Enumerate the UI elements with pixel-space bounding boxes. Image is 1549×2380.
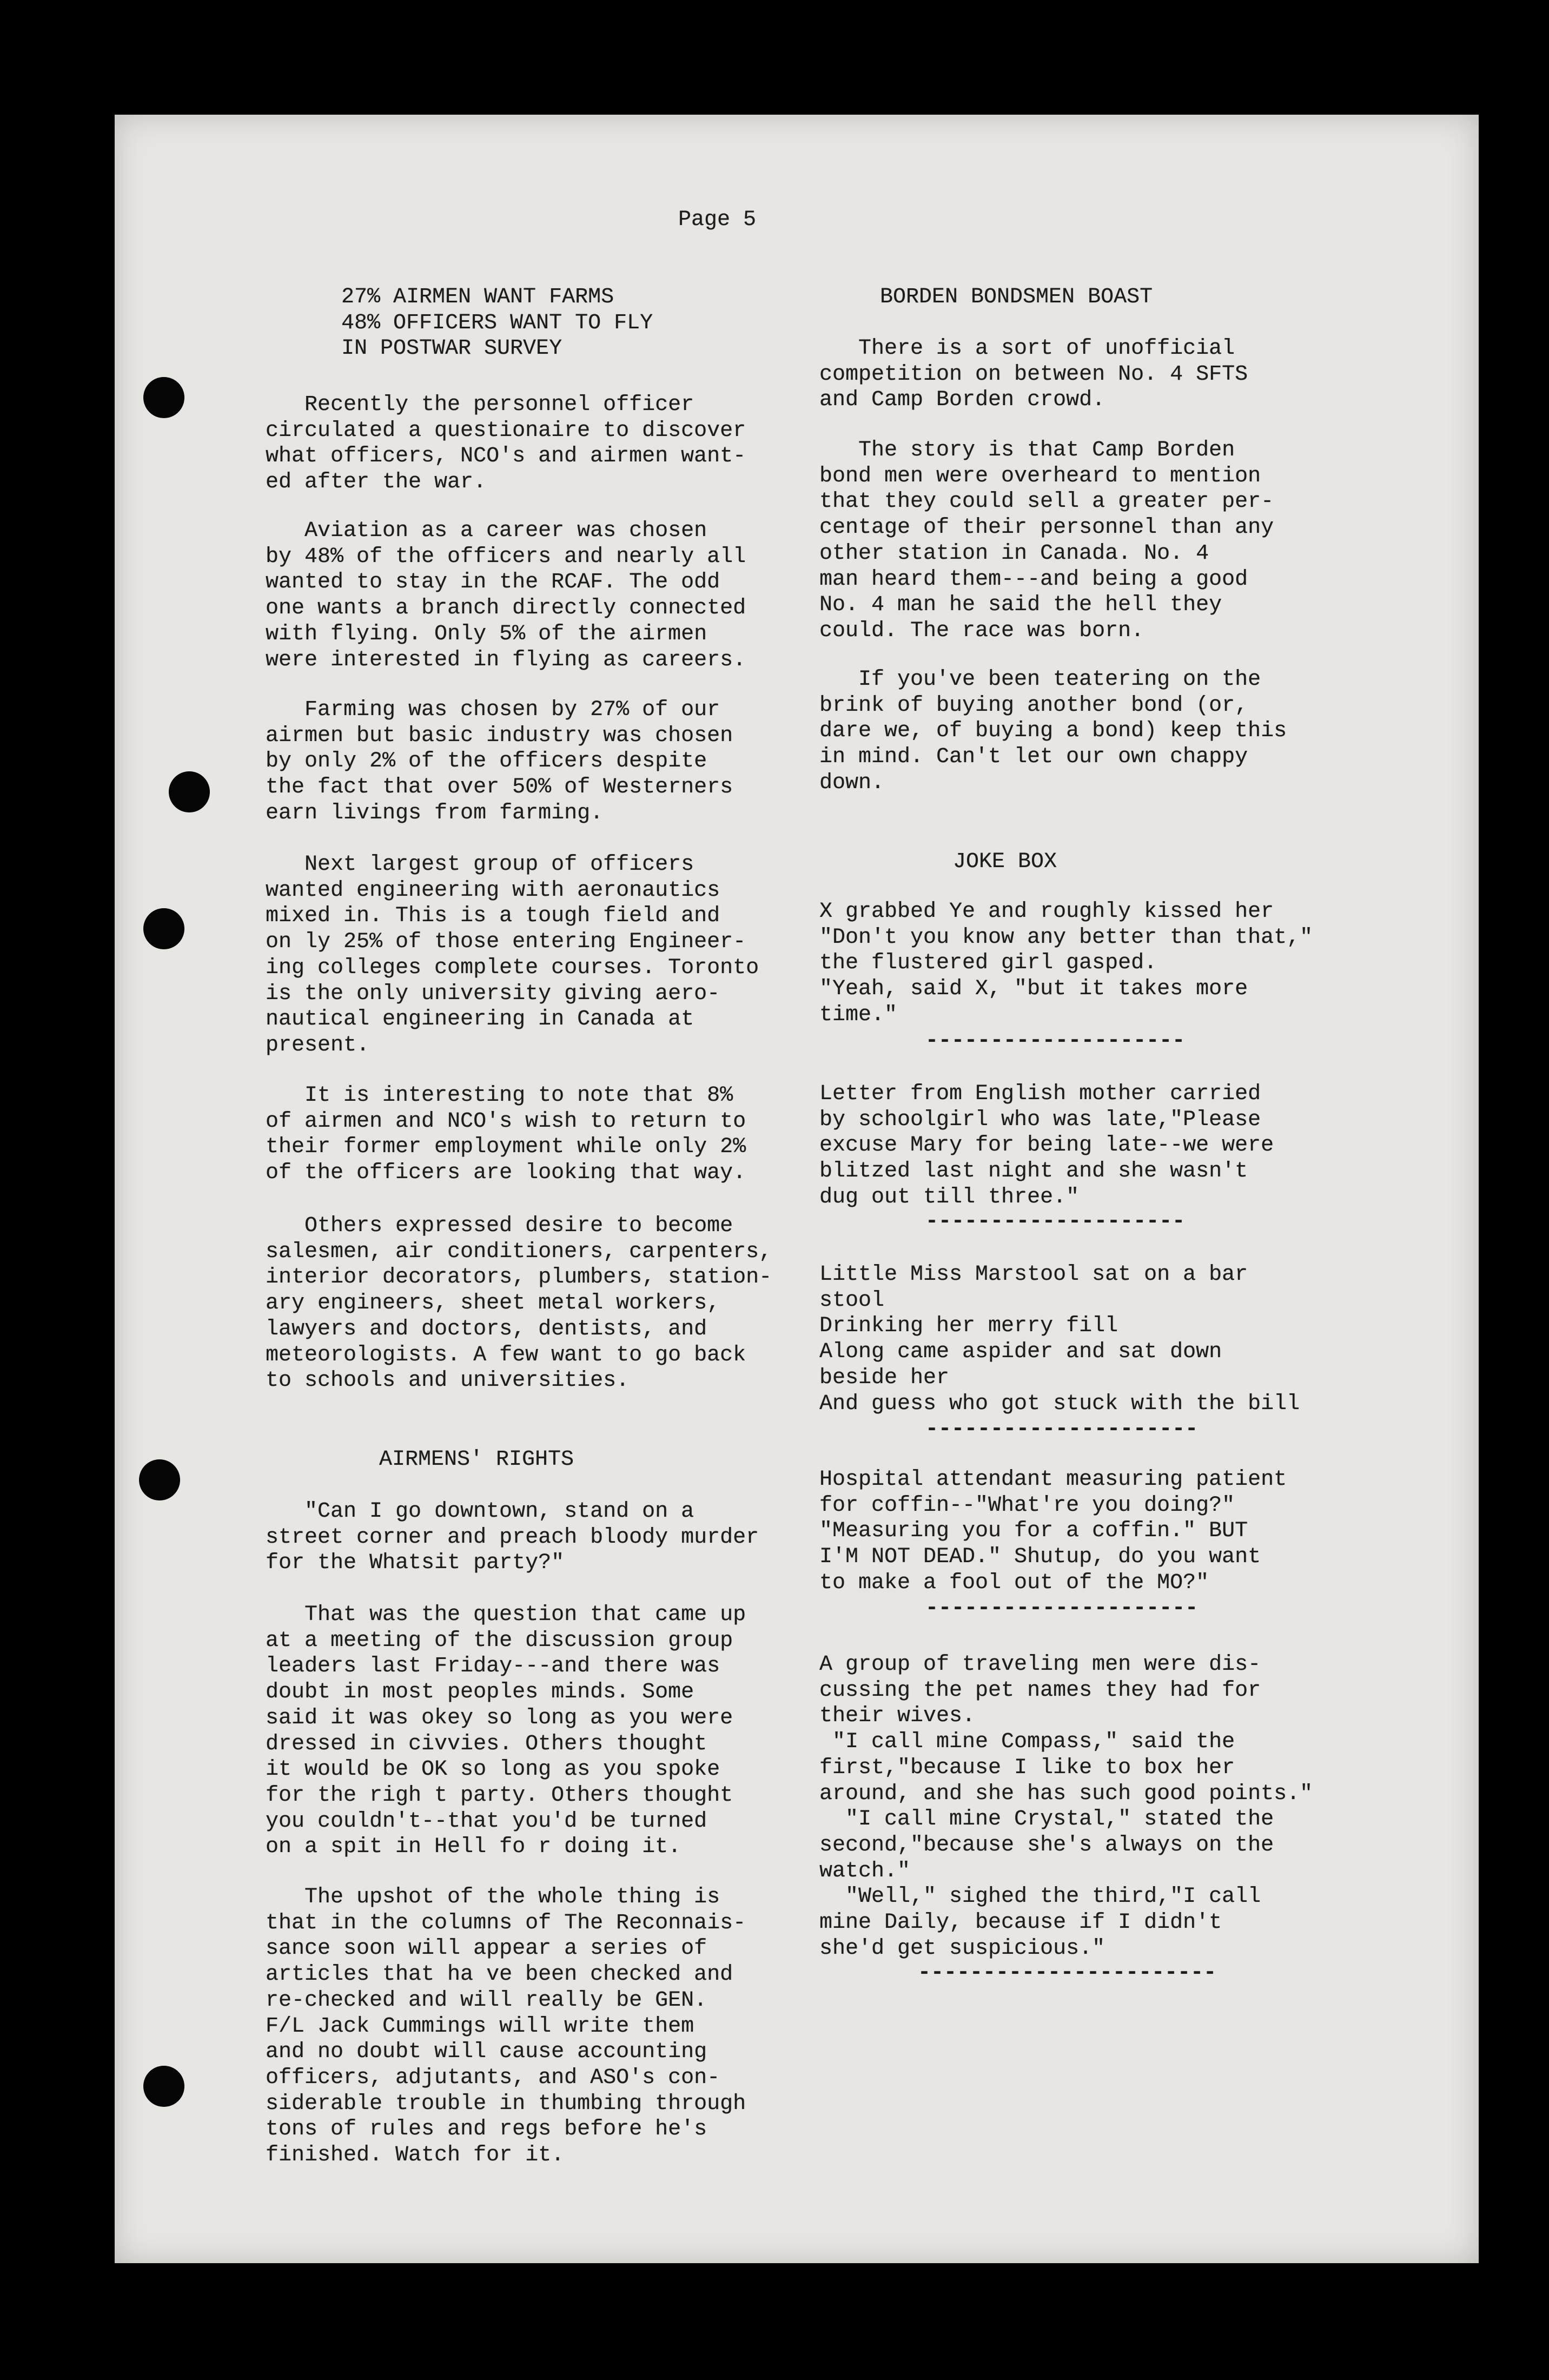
article-paragraph: "Can I go downtown, stand on a street corner and preach bloody murder for the Whatsit party?"	[266, 1499, 759, 1576]
joke-item: Little Miss Marstool sat on a bar stool Drinking her merry fill Along came aspider and sat down beside her And guess who got stuck with the bill	[819, 1262, 1300, 1416]
section-heading: JOKE BOX	[953, 850, 1057, 874]
article-paragraph: It is interesting to note that 8% of airmen and NCO's wish to return to their former employment while only 2% of the officers are looking that way.	[266, 1083, 746, 1186]
article-paragraph: There is a sort of unofficial competition on between No. 4 SFTS and Camp Borden crowd.	[819, 336, 1248, 413]
punch-hole	[143, 908, 184, 949]
joke-separator: -----------------------	[918, 1961, 1217, 1985]
page-number: Page 5	[678, 208, 757, 232]
punch-hole	[143, 377, 184, 418]
article-paragraph: Recently the personnel officer circulated a questionaire to discover what officers, NCO's and airmen want- ed after the war.	[266, 393, 746, 495]
article-paragraph: That was the question that came up at a meeting of the discussion group leaders last Friday---and there was doubt in most peoples minds. Some said it was okey so long as you were dressed in civvies. Others thought it would be OK so long as you spoke for the righ t party. Others thought you couldn't--that you'd be turned on a spit in Hell fo r doing it.	[266, 1603, 746, 1860]
article-paragraph: The upshot of the whole thing is that in the columns of The Reconnais- sance soon will appear a series of articles that ha ve been checked and re-checked and will really be GEN. F/L Jack Cummings will write them and no doubt will cause accounting officers, adjutants, and ASO's con- siderable trouble in thumbing through tons of rules and regs before he's finished. Watch for it.	[266, 1885, 746, 2168]
article-paragraph: Next largest group of officers wanted engineering with aeronautics mixed in. This is a tough field and on ly 25% of those entering Engineer- ing colleges complete courses. Toronto is the only university giving aero- nautical engineering in Canada at present.	[266, 852, 759, 1057]
article-headline: 27% AIRMEN WANT FARMS 48% OFFICERS WANT TO FLY IN POSTWAR SURVEY	[341, 285, 653, 361]
punch-hole	[139, 1459, 180, 1500]
joke-item: X grabbed Ye and roughly kissed her "Don't you know any better than that," the flustered girl gasped. "Yeah, said X, "but it takes more time."	[819, 900, 1313, 1027]
joke-item: Hospital attendant measuring patient for coffin--"What're you doing?" "Measuring you for a coffin." BUT I'M NOT DEAD." Shutup, do you want to make a fool out of the MO?"	[819, 1467, 1287, 1595]
punch-hole	[143, 2066, 184, 2107]
section-heading: BORDEN BONDSMEN BOAST	[880, 285, 1153, 309]
article-paragraph: Others expressed desire to become salesmen, air conditioners, carpenters, interior decorators, plumbers, station- ary engineers, sheet metal workers, lawyers and doctors, dentists, and meteorologists. A few want to go back to schools and universities.	[266, 1214, 772, 1393]
section-heading: AIRMENS' RIGHTS	[379, 1447, 574, 1472]
joke-separator: --------------------	[925, 1029, 1186, 1053]
article-paragraph: The story is that Camp Borden bond men were overheard to mention that they could sell a greater per- centage of their personnel than any other station in Canada. No. 4 man heard them---and being a good No. 4 man he said the hell they could. The race was born.	[819, 438, 1274, 643]
joke-item: A group of traveling men were dis- cussing the pet names they had for their wives. "I call mine Compass," said the first,"because I like to box her around, and she has such good points." "I call mine Crystal," stated the second,"because she's always on the watch." "Well," sighed the third,"I call mine Daily, because if I didn't she'd get suspicious."	[819, 1652, 1313, 1961]
article-paragraph: If you've been teatering on the brink of buying another bond (or, dare we, of buying a bond) keep this in mind. Can't let our own chappy down.	[819, 667, 1287, 795]
article-paragraph: Farming was chosen by 27% of our airmen but basic industry was chosen by only 2% of the officers despite the fact that over 50% of Westerners earn livings from farming.	[266, 698, 733, 825]
joke-separator: --------------------	[925, 1209, 1186, 1234]
joke-separator: ---------------------	[925, 1417, 1199, 1442]
article-paragraph: Aviation as a career was chosen by 48% of the officers and nearly all wanted to stay in the RCAF. The odd one wants a branch directly connected with flying. Only 5% of the airmen were interested in flying as careers.	[266, 519, 746, 672]
joke-separator: ---------------------	[925, 1596, 1199, 1621]
punch-hole	[169, 771, 210, 812]
joke-item: Letter from English mother carried by schoolgirl who was late,"Please excuse Mary for being late--we were blitzed last night and she wasn't dug out till three."	[819, 1082, 1274, 1209]
